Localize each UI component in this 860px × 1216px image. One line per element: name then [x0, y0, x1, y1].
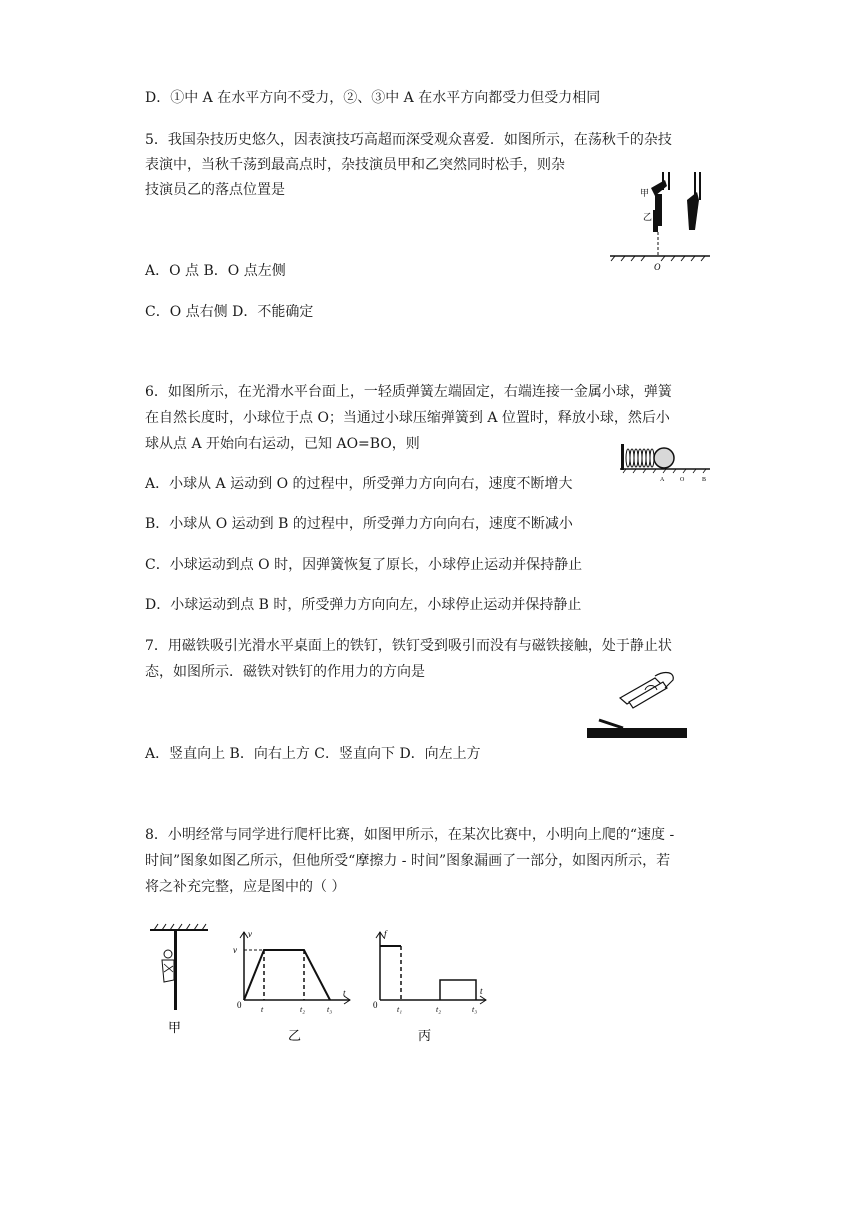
q6-spring-figure	[618, 436, 713, 486]
q8-stem-line-2: 时间”图象如图乙所示，但他所受“摩擦力 - 时间”图象漏画了一部分，如图丙所示，若	[145, 853, 671, 869]
q8-figures	[140, 920, 500, 1045]
q8-caption-bing: 丙	[418, 1028, 432, 1043]
q8-figure-yi	[233, 929, 350, 1043]
q8-yi-x-tick-3: t₃	[327, 1005, 333, 1014]
q7-stem-line-2: 态，如图所示．磁铁对铁钉的作用力的方向是	[145, 664, 425, 680]
q5-options-line-2: C．O 点右侧 D．不能确定	[145, 304, 314, 320]
q6-option-c: C．小球运动到点 O 时，因弹簧恢复了原长，小球停止运动并保持静止	[145, 557, 583, 573]
q5-label-yi: 乙	[643, 212, 653, 222]
q6-option-b: B．小球从 O 运动到 B 的过程中，所受弹力方向向右，速度不断减小	[145, 516, 573, 532]
q5-stem-line-2: 表演中，当秋千荡到最高点时，杂技演员甲和乙突然同时松手，则杂	[145, 157, 565, 173]
q6-stem-line-2: 在自然长度时，小球位于点 O；当通过小球压缩弹簧到 A 位置时，释放小球，然后小	[145, 410, 670, 426]
q5-stem-line-3: 技演员乙的落点位置是	[145, 182, 285, 198]
q8-yi-y-axis: v	[248, 929, 252, 939]
q8-stem-line-1: 8．小明经常与同学进行爬杆比赛，如图甲所示，在某次比赛中，小明向上爬的“速度 -	[145, 827, 675, 843]
q8-yi-origin: 0	[237, 1000, 242, 1010]
q4-option-d: D．①中 A 在水平方向不受力，②、③中 A 在水平方向都受力但受力相同	[145, 90, 601, 106]
q5-options-line-1: A．O 点 B．O 点左侧	[145, 263, 286, 279]
q5-swing-figure	[605, 170, 715, 275]
q5-stem-line-1: 5．我国杂技历史悠久，因表演技巧高超而深受观众喜爱．如图所示，在荡秋千的杂技	[145, 132, 672, 148]
q8-bing-x-tick-3: t₃	[472, 1005, 478, 1014]
q8-bing-y-axis: f	[384, 929, 387, 939]
q8-yi-y-tick: v	[233, 945, 237, 955]
q7-options-line: A．竖直向上 B．向右上方 C．竖直向下 D．向左上方	[145, 746, 481, 762]
q8-yi-x-tick-1: t	[261, 1005, 264, 1014]
q7-stem-line-1: 7．用磁铁吸引光滑水平桌面上的铁钉，铁钉受到吸引而没有与磁铁接触，处于静止状	[145, 638, 672, 654]
q6-label-b: B	[702, 477, 707, 483]
q6-option-d: D．小球运动到点 B 时，所受弹力方向向左，小球停止运动并保持静止	[145, 597, 582, 613]
q6-label-a: A	[660, 477, 665, 483]
q8-yi-x-axis: t	[343, 988, 346, 998]
q5-label-jia: 甲	[640, 188, 650, 198]
q7-magnet-figure	[585, 666, 690, 742]
q8-stem-line-3: 将之补充完整，应是图中的（ ）	[145, 879, 346, 895]
q6-stem-line-1: 6．如图所示，在光滑水平台面上，一轻质弹簧左端固定，右端连接一金属小球，弹簧	[145, 384, 672, 400]
q6-stem-line-3: 球从点 A 开始向右运动，已知 AO=BO，则	[145, 436, 420, 452]
q8-yi-x-tick-2: t₂	[300, 1005, 306, 1014]
q8-bing-x-tick-1: t₁	[397, 1005, 403, 1014]
q8-bing-x-tick-2: t₂	[436, 1005, 442, 1014]
q8-caption-yi: 乙	[288, 1028, 302, 1043]
q8-caption-jia: 甲	[168, 1020, 182, 1035]
q6-label-o: O	[680, 477, 685, 483]
q5-label-o: O	[654, 262, 661, 272]
q6-option-a: A．小球从 A 运动到 O 的过程中，所受弹力方向向右，速度不断增大	[145, 476, 573, 492]
q8-figure-bing	[373, 929, 486, 1043]
q8-figure-jia	[150, 924, 208, 1035]
q8-bing-origin: 0	[373, 1000, 378, 1010]
q8-bing-x-axis: t	[480, 986, 483, 996]
